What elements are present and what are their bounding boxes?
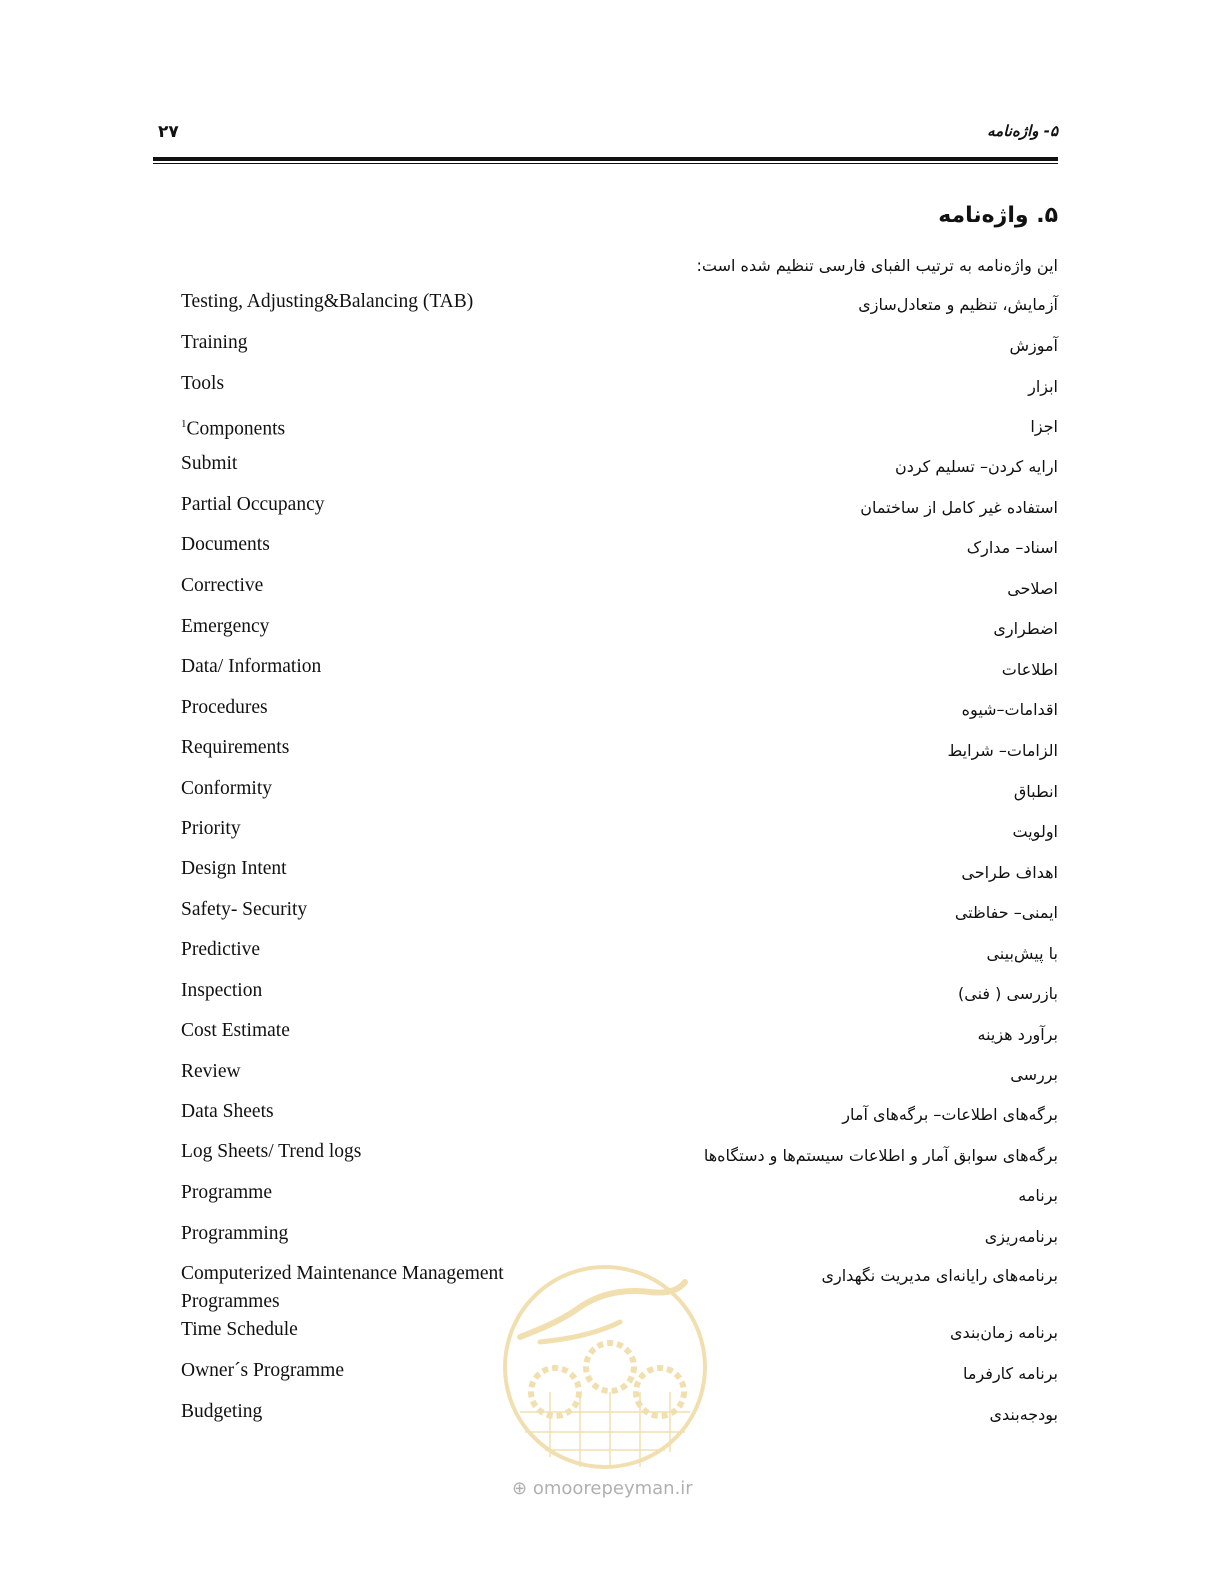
glossary-en-text: Components [186,418,286,440]
glossary-en-term: Partial Occupancy [181,494,325,515]
glossary-fa-term: اطلاعات [1001,660,1058,679]
glossary-en-term-continued: Programmes [181,1291,280,1312]
glossary-en-term: Log Sheets/ Trend logs [181,1141,362,1162]
glossary-fa-term: ایمنی– حفاظتی [954,903,1058,922]
running-title: ۵- واژه‌نامه [987,122,1058,140]
glossary-fa-term: اهداف طراحی [961,863,1058,882]
glossary-en-term: Conformity [181,778,272,799]
glossary-en-term: Tools [181,373,225,394]
glossary-fa-term: آزمایش، تنظیم و متعادل‌سازی [858,295,1058,314]
glossary-fa-term: اضطراری [993,619,1058,638]
watermark-logo [500,1262,710,1472]
glossary-fa-term: برگه‌های سوابق آمار و اطلاعات سیستم‌ها و دستگاه‌ها [703,1146,1058,1165]
glossary-fa-term: ارایه کردن– تسلیم کردن [894,457,1058,476]
glossary-en-term: Budgeting [181,1401,263,1422]
glossary-fa-term: استفاده غیر کامل از ساختمان [860,498,1058,517]
glossary-en-term: Procedures [181,697,268,718]
glossary-en-term: Emergency [181,616,270,637]
intro-text: این واژه‌نامه به ترتیب الفبای فارسی تنظیم شده است: [696,256,1058,275]
glossary-en-term: Safety- Security [181,899,308,920]
page-header [153,118,1058,148]
glossary-fa-term: بودجه‌بندی [989,1405,1058,1424]
glossary-en-term: Inspection [181,980,263,1001]
section-title: ۵. واژه‌نامه [938,203,1058,228]
glossary-fa-term: الزامات– شرایط [947,741,1058,760]
glossary-fa-term: برنامه [1018,1186,1058,1205]
glossary-en-term: Training [181,332,248,353]
glossary-en-term: Programme [181,1182,272,1203]
glossary-fa-term: برنامه زمان‌بندی [950,1323,1058,1342]
glossary-fa-term: بررسی [1010,1065,1058,1084]
header-rule-thin [153,163,1058,164]
glossary-fa-term: اجزا [1030,417,1058,436]
glossary-fa-term: برنامه‌ریزی [984,1227,1058,1246]
glossary-en-term: Submit [181,453,238,474]
glossary-en-term: Data/ Information [181,656,322,677]
glossary-fa-term: اولویت [1012,822,1058,841]
footnote-marker: 1 [181,418,187,430]
glossary-en-term: Corrective [181,575,264,596]
glossary-en-term: Design Intent [181,858,287,879]
glossary-en-term [181,410,285,444]
glossary-en-term: Priority [181,818,241,839]
glossary-fa-term: انطباق [1013,782,1058,801]
glossary-en-term: Documents [181,534,270,555]
glossary-en-term: Programming [181,1223,289,1244]
glossary-en-term: Cost Estimate [181,1020,290,1041]
watermark-url: ⊕ omoorepeyman.ir [512,1478,693,1499]
glossary-fa-term: بازرسی ( فنی) [958,984,1058,1003]
glossary-en-term: Data Sheets [181,1101,274,1122]
glossary-fa-term: اسناد– مدارک [966,538,1058,557]
glossary-fa-term: برگه‌های اطلاعات– برگه‌های آمار [842,1105,1058,1124]
glossary-en-term: Computerized Maintenance Management [181,1263,504,1284]
glossary-fa-term: برآورد هزینه [977,1025,1058,1044]
glossary-fa-term: ابزار [1028,377,1058,396]
page-number: ۲۷ [158,122,179,142]
glossary-fa-term: با پیش‌بینی [986,944,1058,963]
glossary-fa-term: اصلاحی [1007,579,1058,598]
glossary-fa-term: آموزش [1009,336,1058,355]
glossary-en-term: Time Schedule [181,1319,298,1340]
glossary-fa-term: برنامه کارفرما [963,1364,1058,1383]
glossary-fa-term: برنامه‌های رایانه‌ای مدیریت نگهداری [821,1266,1058,1285]
glossary-en-term: Predictive [181,939,261,960]
glossary-en-term: Testing, Adjusting&Balancing (TAB) [181,291,474,312]
glossary-fa-term: اقدامات–شیوه [961,700,1058,719]
glossary-en-term: Requirements [181,737,290,758]
glossary-en-term: Owner´s Programme [181,1360,344,1381]
header-rule-thick [153,157,1058,161]
glossary-en-term: Review [181,1061,241,1082]
